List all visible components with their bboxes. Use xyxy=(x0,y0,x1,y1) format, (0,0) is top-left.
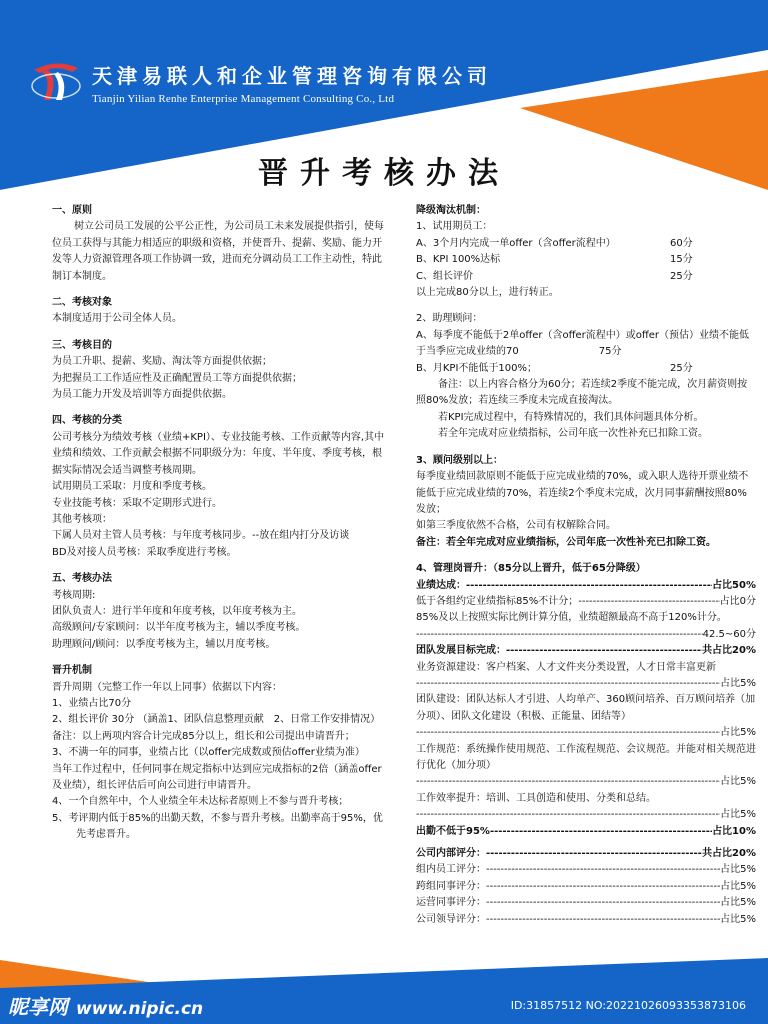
list-item: 为员工升职、提薪、奖励、淘汰等方面提供依据； xyxy=(52,356,272,368)
list-item: 高级顾问/专家顾问：以半年度考核为主，辅以季度考核。 xyxy=(52,622,306,634)
score-row: C、组长评价 25分 xyxy=(416,270,693,282)
section-heading: 一、原则 xyxy=(52,205,92,216)
paragraph: 团队建设：团队达标人才引进、人均单产、360顾问培养、百万顾问培养（加分项）、团队文化建设（积极、正能量、团结等） xyxy=(416,694,756,722)
section-heading: 二、考核对象 xyxy=(52,297,112,309)
paragraph: 如第三季度依然不合格，公司有权解除合同。 xyxy=(416,520,616,532)
note: 以上完成80分以上，进行转正。 xyxy=(416,287,559,299)
list-item: BD及对接人员考核：采取季度进行考核。 xyxy=(52,546,237,558)
list-item: 晋升周期（完整工作一年以上同事）依据以下内容： xyxy=(52,681,282,693)
score-row: A、3个月内完成一单offer（含offer流程中） 60分 xyxy=(416,237,693,249)
watermark: 昵享网 www.nipic.cn xyxy=(8,995,204,1019)
list-item: 1、业绩占比70分 xyxy=(52,697,132,709)
page-title: 晋升考核办法 xyxy=(258,156,510,191)
paragraph: 工作规范：系统操作使用规范、工作流程规范、会议规范。并能对相关规范进行优化（加分项） xyxy=(416,743,756,771)
paragraph: 公司考核分为绩效考核（业绩+KPI）、专业技能考核、工作贡献等内容,其中业绩和绩效、工作贡献会根据不同职级分为：年度、半年度、季度考核，根据实际情况会适当调整考核周期。 xyxy=(52,431,385,476)
section-heading: 五、考核办法 xyxy=(52,573,112,585)
paragraph: 每季度业绩回款原则不能低于应完成业绩的70%，或入职人选待开票业绩不能低于应完成业绩的70%，若连续2个季度未完成，次月同事薪酬按照80%发放； xyxy=(416,471,749,515)
left-column xyxy=(52,203,388,844)
section-heading: 三、考核目的 xyxy=(52,339,112,351)
note: 备注：以上内容合格分为60分；若连续2季度不能完成，次月薪资则按照80%发放；若连续三季度未完成直接淘汰。 xyxy=(416,379,748,407)
right-column xyxy=(416,203,756,928)
score-line: 公司内部评分： ----- 共占比20% xyxy=(416,846,756,862)
score-line: 公司领导评分： ----- 占比5% xyxy=(416,912,756,928)
subheading: 4、管理岗晋升：（85分以上晋升，低于65分降级） xyxy=(416,563,646,575)
list-item: 4、一个自然年中，个人业绩全年未达标者原则上不参与晋升考核； xyxy=(52,796,349,808)
list-item: 考核周期: xyxy=(52,589,96,601)
list-item: 下属人员对主管人员考核：与年度考核同步。--放在组内打分及访谈 xyxy=(52,530,350,542)
score-line: ----- 占比5% xyxy=(416,774,756,790)
company-name xyxy=(92,60,492,105)
score-line: 低于各组约定业绩指标85%不计分； ----- 占比0分 xyxy=(416,594,756,610)
list-item: 2、组长评价 30分 （涵盖1、团队信息整理贡献 2、日常工作安排情况） xyxy=(52,714,381,726)
list-item: 为员工能力开发及培训等方面提供依据。 xyxy=(52,389,232,401)
score-line: ----- 占比5% xyxy=(416,676,756,692)
paragraph: 业务资源建设：客户档案、人才文件夹分类设置，人才日常丰富更新 xyxy=(416,661,716,673)
subheading: 3、顾问级别以上： xyxy=(416,454,503,466)
score-line: ----- 42.5~60分 xyxy=(416,627,756,643)
paragraph: 本制度适用于公司全体人员。 xyxy=(52,313,182,325)
paragraph: 树立公司员工发展的公平公正性，为公司员工未来发展提供指引，使每位员工获得与其能力相适应的职级和资格，并使晋升、提薪、奖励、能力开发等人力资源管理各项工作协调一致，进而充分调动员工工作主动性，特此制订本制度。 xyxy=(52,221,384,282)
score-line: ----- 占比5% xyxy=(416,725,756,741)
score-line: 跨组同事评分： ----- 占比5% xyxy=(416,879,756,895)
list-item: 3、不满一年的同事，业绩占比（以offer完成数或预估offer业绩为准） xyxy=(52,747,365,759)
paragraph: 工作效率提升：培训、工具创造和使用、分类和总结。 xyxy=(416,792,656,804)
company-name-en: Tianjin Yilian Renhe Enterprise Management Consulting Co., Ltd xyxy=(92,93,395,105)
section-heading: 晋升机制 xyxy=(52,665,92,677)
score-row: B、KPI 100%达标 15分 xyxy=(416,254,693,266)
score-line: 运营同事评分： ----- 占比5% xyxy=(416,895,756,911)
score-line: 业绩达成： ----- 占比50% xyxy=(416,578,756,594)
company-name-cn: 天津易联人和企业管理咨询有限公司 xyxy=(92,64,492,88)
score-line: 组内员工评分： ----- 占比5% xyxy=(416,862,756,878)
section-heading: 降级淘汰机制： xyxy=(416,205,486,216)
list-item: 其他考核项： xyxy=(52,513,112,525)
subheading: 1、试用期员工： xyxy=(416,221,493,233)
note: 若全年完成对应业绩指标，公司年底一次性补充已扣除工资。 xyxy=(438,428,708,440)
note: 备注：若全年完成对应业绩指标，公司年底一次性补充已扣除工资。 xyxy=(416,536,716,548)
score-item: A、每季度不能低于2单offer（含offer流程中）或offer（预估）业绩不能低于当季应完成业绩的70 75分 xyxy=(416,329,750,358)
note: 若KPI完成过程中，有特殊情况的，我们具体问题具体分析。 xyxy=(438,411,704,423)
image-id: ID:31857512 NO:20221026093353873106 xyxy=(510,999,746,1012)
score-line: ----- 占比5% xyxy=(416,807,756,823)
score-line: 团队发展目标完成： ----- 共占比20% xyxy=(416,643,756,659)
paragraph: 当年工作过程中，任何同事在规定指标中达到应完成指标的2倍（涵盖offer及业绩），组长评估后可向公司进行申请晋升。 xyxy=(52,763,382,791)
brand-logo-icon xyxy=(28,56,84,104)
list-item: 团队负责人：进行半年度和年度考核，以年度考核为主。 xyxy=(52,605,302,617)
list-item: 备注：以上两项内容合计完成85分以上，组长和公司提出申请晋升； xyxy=(52,730,355,742)
list-item: 助理顾问/顾问：以季度考核为主，辅以月度考核。 xyxy=(52,638,276,650)
subheading: 2、助理顾问： xyxy=(416,313,483,325)
list-item: 试用期员工采取：月度和季度考核。 xyxy=(52,481,212,493)
score-line: 出勤不低于95% ----- 占比10% xyxy=(416,824,756,840)
watermark-url[interactable]: www.nipic.cn xyxy=(76,999,204,1019)
paragraph: 85%及以上按照实际比例计算分值，业绩超额最高不高于120%计分。 xyxy=(416,612,727,624)
section-heading: 四、考核的分类 xyxy=(52,415,122,427)
list-item: 为把握员工工作适应性及正确配置员工等方面提供依据； xyxy=(52,372,302,384)
list-item: 专业技能考核：采取不定期形式进行。 xyxy=(52,497,222,509)
score-row: B、月KPI不能低于100%； 25分 xyxy=(416,362,693,374)
list-item: 5、考评期内低于85%的出勤天数，不参与晋升考核。出勤率高于95%，优先考虑晋升。 xyxy=(52,812,383,841)
